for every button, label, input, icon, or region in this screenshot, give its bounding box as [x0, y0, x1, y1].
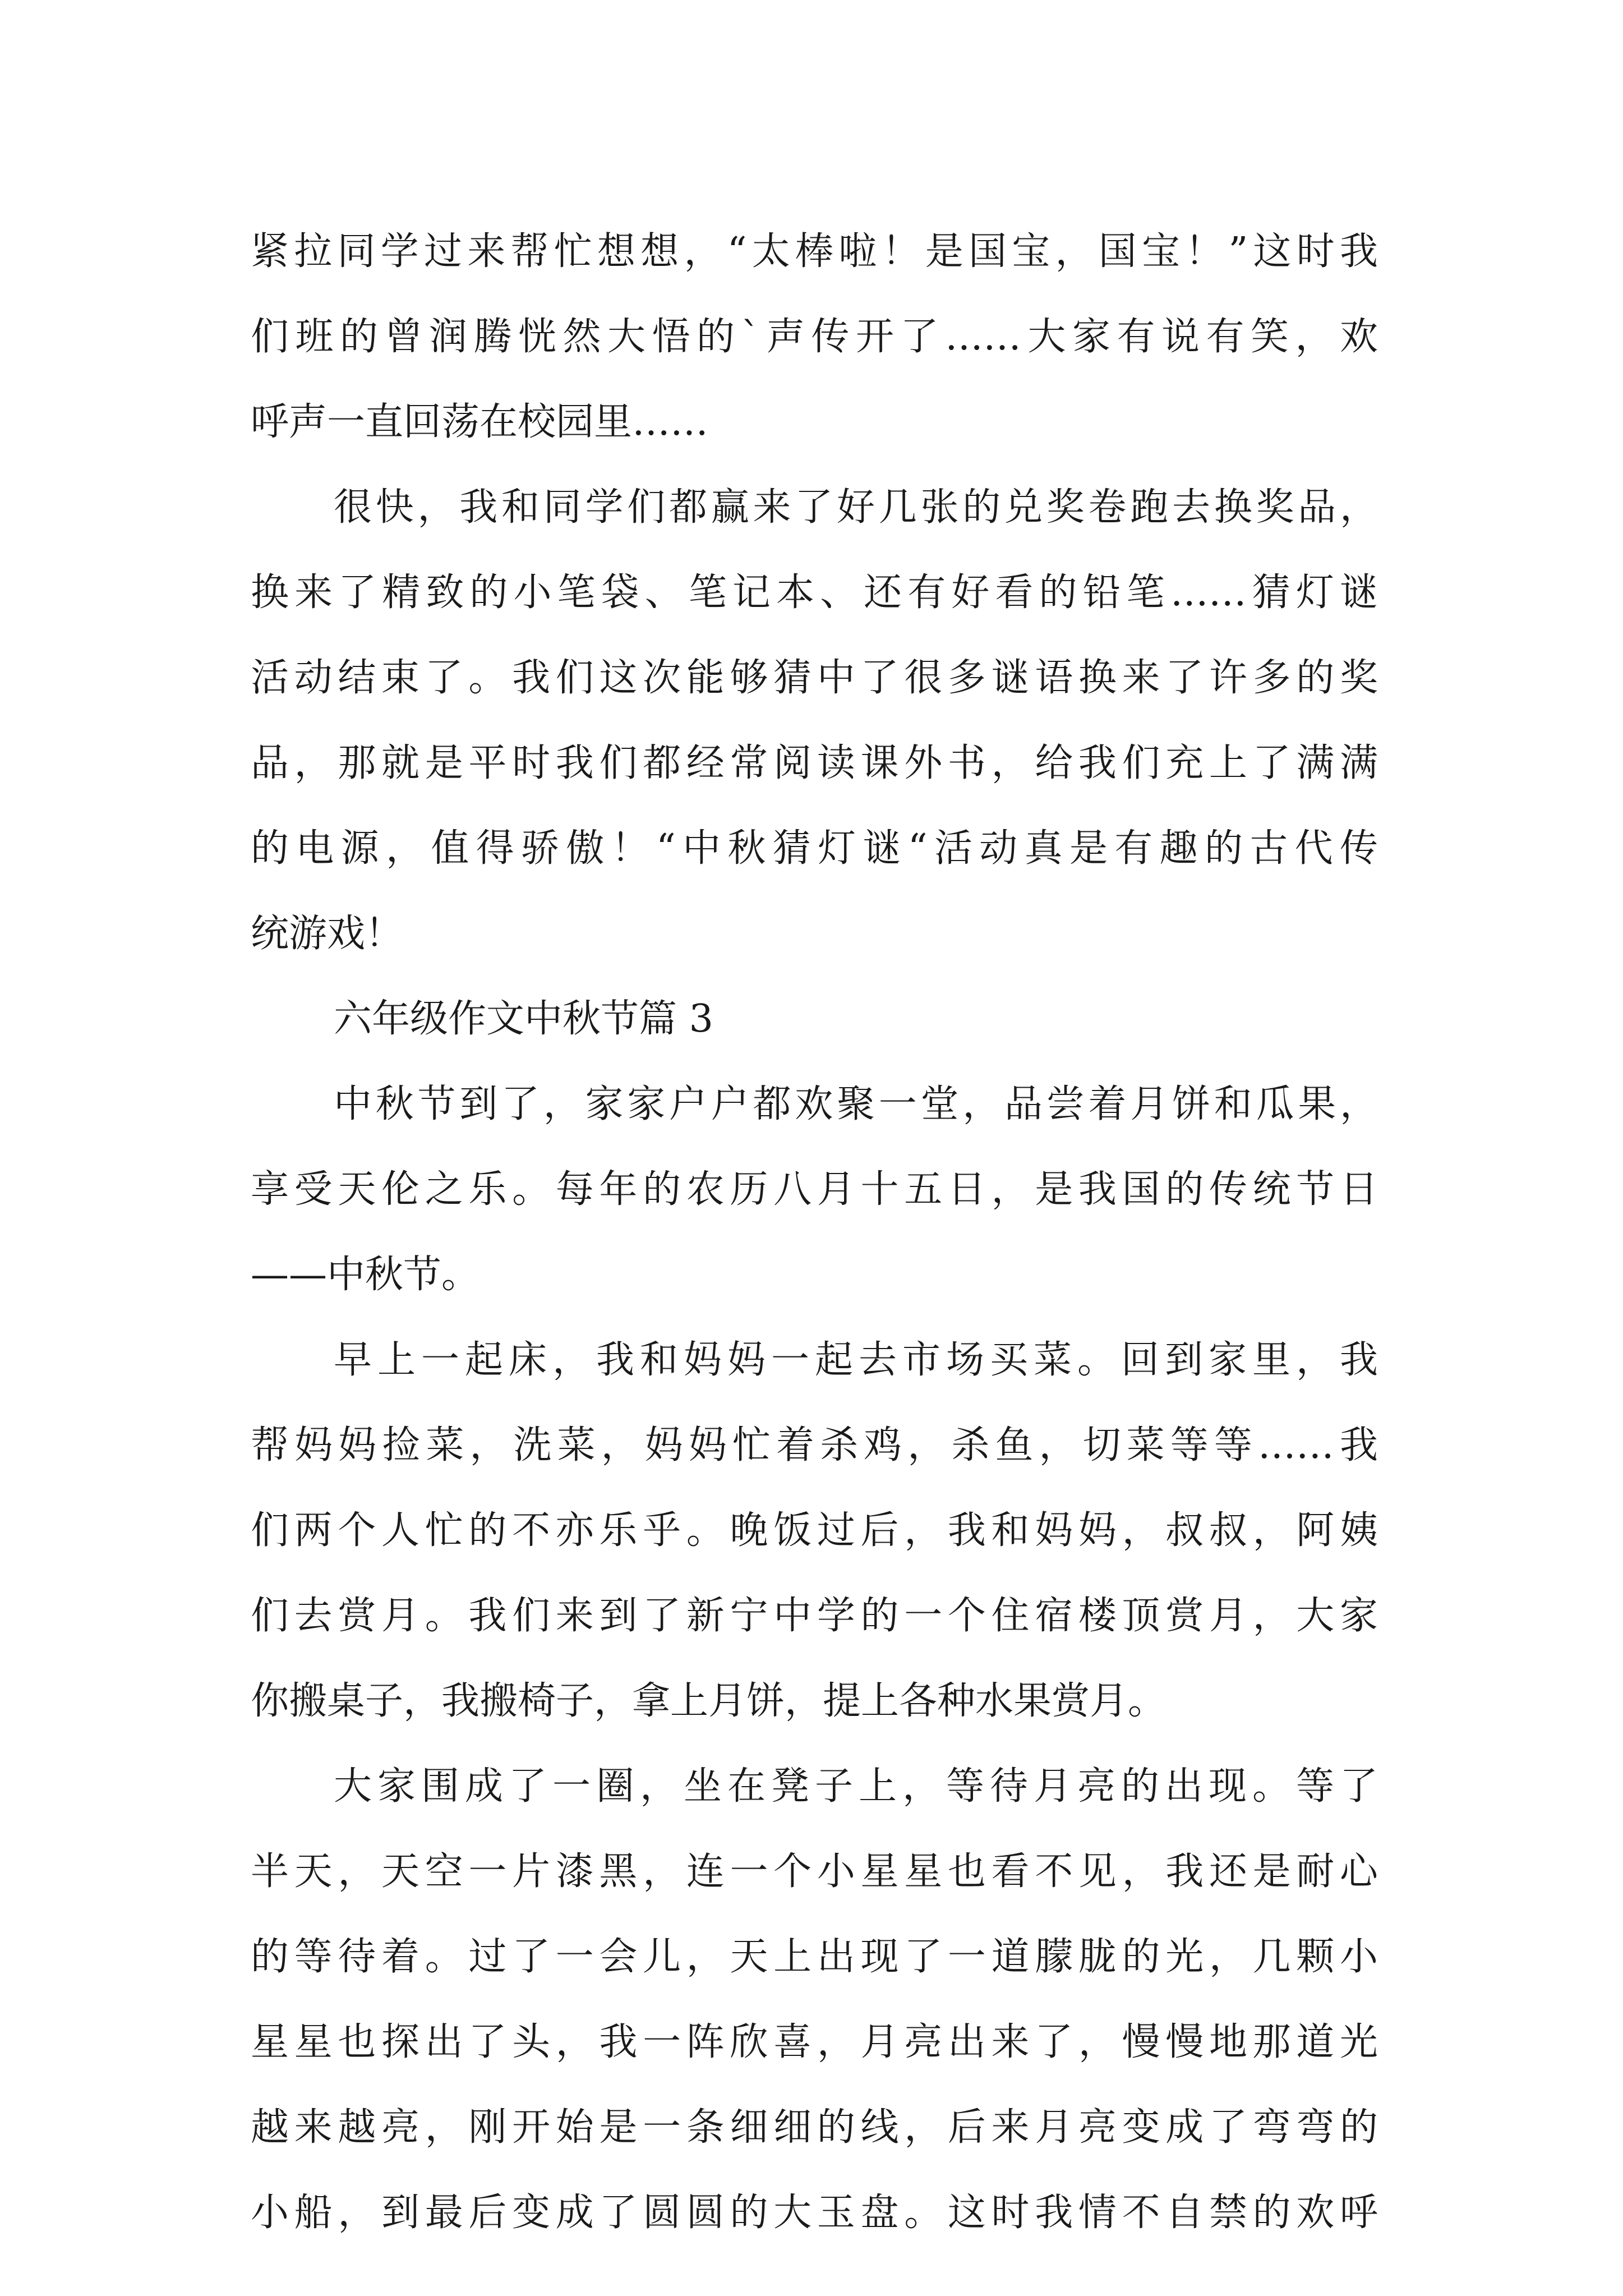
text-line: ——中秋节。	[251, 1253, 480, 1297]
text-line: 的电源，值得骄傲！“中秋猜灯谜“活动真是有趣的古代传	[251, 826, 1378, 871]
text-line: 们两个人忙的不亦乐乎。晚饭过后，我和妈妈，叔叔，阿姨	[251, 1508, 1378, 1553]
text-line: 很快，我和同学们都赢来了好几张的兑奖卷跑去换奖品，	[334, 485, 1378, 530]
text-line: 品，那就是平时我们都经常阅读课外书，给我们充上了满满	[251, 741, 1378, 785]
text-line: 半天，天空一片漆黑，连一个小星星也看不见，我还是耐心	[251, 1849, 1378, 1894]
text-line: 活动结束了。我们这次能够猜中了很多谜语换来了许多的奖	[251, 656, 1378, 700]
text-line: 们班的曾润腾恍然大悟的`声传开了……大家有说有笑，欢	[251, 315, 1378, 359]
text-line: 小船，到最后变成了圆圆的大玉盘。这时我情不自禁的欢呼	[251, 2191, 1378, 2235]
text-line: 越来越亮，刚开始是一条细细的线，后来月亮变成了弯弯的	[251, 2105, 1378, 2150]
text-line: 中秋节到了，家家户户都欢聚一堂，品尝着月饼和瓜果，	[334, 1082, 1378, 1126]
text-line: 帮妈妈捡菜，洗菜，妈妈忙着杀鸡，杀鱼，切菜等等……我	[251, 1423, 1378, 1467]
text-line: 你搬桌子，我搬椅子，拿上月饼，提上各种水果赏月。	[251, 1679, 1166, 1723]
text-line: 早上一起床，我和妈妈一起去市场买菜。回到家里，我	[334, 1338, 1378, 1382]
text-line: 享受天伦之乐。每年的农历八月十五日，是我国的传统节日	[251, 1167, 1378, 1212]
document-page	[251, 209, 1378, 2256]
text-line: 大家围成了一圈，坐在凳子上，等待月亮的出现。等了	[334, 1764, 1378, 1809]
text-line: 星星也探出了头，我一阵欣喜，月亮出来了，慢慢地那道光	[251, 2020, 1378, 2064]
text-line: 统游戏！	[251, 912, 404, 956]
text-line: 紧拉同学过来帮忙想想，“太棒啦！是国宝，国宝！”这时我	[251, 229, 1378, 274]
text-line: 们去赏月。我们来到了新宁中学的一个住宿楼顶赏月，大家	[251, 1594, 1378, 1638]
text-line: 六年级作文中秋节篇 3	[334, 997, 713, 1041]
text-line: 换来了精致的小笔袋、笔记本、还有好看的铅笔……猜灯谜	[251, 570, 1378, 615]
text-line: 呼声一直回荡在校园里……	[251, 400, 709, 444]
text-line: 的等待着。过了一会儿，天上出现了一道朦胧的光，几颗小	[251, 1935, 1378, 1979]
